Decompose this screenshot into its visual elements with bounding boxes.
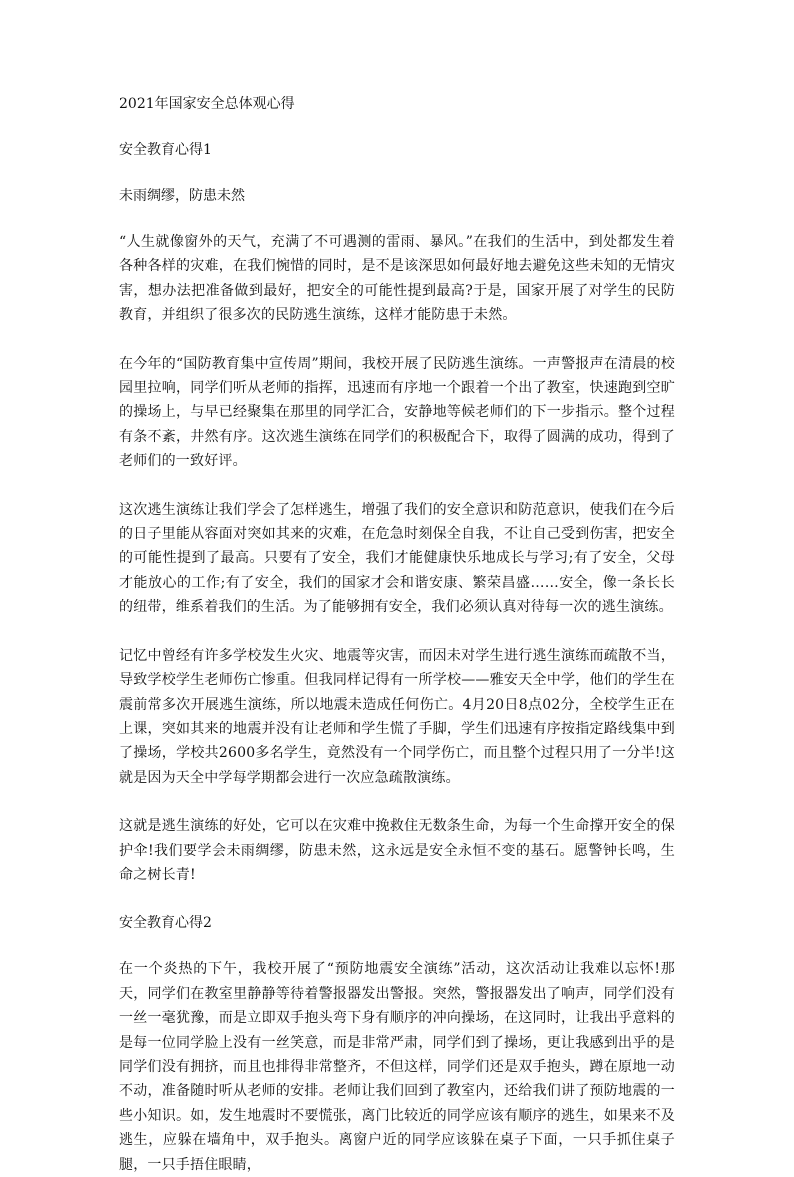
section-subtitle: 未雨绸缪，防患未然 (119, 188, 245, 204)
document-title: 2021年国家安全总体观心得 (119, 96, 295, 112)
paragraph: 这就是逃生演练的好处，它可以在灾难中挽救住无数条生命，为每一个生命撑开安全的保护伞!我们要学会未雨绸缪，防患未然，这永远是安全永恒不变的基石。愿警钟长鸣，生命之树长青! (119, 818, 675, 883)
paragraph: 在一个炎热的下午，我校开展了“预防地震安全演练”活动，这次活动让我难以忘怀!那天，同学们在教室里静静等待着警报器发出警报。突然，警报器发出了响声，同学们没有一丝一毫犹豫，而是立即双手抱头弯下身有顺序的冲向操场，在这同时，让我出乎意料的是每一位同学脸上没有一丝笑意，而是非常严肃，同学们到了操场，更让我感到出乎的是同学们没有拥挤，而且也排得非常整齐，不但这样，同学们还是双手抱头，蹲在原地一动不动，准备随时听从老师的安排。老师让我们回到了教室内，还给我们讲了预防地震的一些小知识。如，发生地震时不要慌张，离门比较近的同学应该有顺序的逃生，如果来不及逃生，应躲在墙角中，双手抱头。离窗户近的同学应该躲在桌子下面，一只手抓住桌子腿，一只手捂住眼睛， (119, 961, 675, 1173)
paragraph: 在今年的“国防教育集中宣传周”期间，我校开展了民防逃生演练。一声警报声在清晨的校园里拉响，同学们听从老师的指挥，迅速而有序地一个跟着一个出了教室，快速跑到空旷的操场上，与早已经聚集在那里的同学汇合，安静地等候老师们的下一步指示。整个过程有条不紊，井然有序。这次逃生演练在同学们的积极配合下，取得了圆满的成功，得到了老师们的一致好评。 (119, 355, 675, 470)
document-body (119, 92, 675, 1177)
section-heading-2: 安全教育心得2 (119, 915, 212, 932)
paragraph: 这次逃生演练让我们学会了怎样逃生，增强了我们的安全意识和防范意识，使我们在今后的日子里能从容面对突如其来的灾难，在危急时刻保全自我，不让自己受到伤害，把安全的可能性提到了最高。只要有了安全，我们才能健康快乐地成长与学习;有了安全，父母才能放心的工作;有了安全，我们的国家才会和谐安康、繁荣昌盛……安全，像一条长长的纽带，维系着我们的生活。为了能够拥有安全，我们必须认真对待每一次的逃生演练。 (119, 501, 675, 616)
paragraph: “人生就像窗外的天气，充满了不可遇测的雷雨、暴风。”在我们的生活中，到处都发生着各种各样的灾难，在我们惋惜的同时，是不是该深思如何最好地去避免这些未知的无情灾害，想办法把准备做到最好，把安全的可能性提到最高?于是，国家开展了对学生的民防教育，并组织了很多次的民防逃生演练，这样才能防患于未然。 (119, 234, 675, 324)
paragraph: 记忆中曾经有许多学校发生火灾、地震等灾害，而因未对学生进行逃生演练而疏散不当，导致学校学生老师伤亡惨重。但我同样记得有一所学校——雅安天全中学，他们的学生在震前常多次开展逃生演练，所以地震未造成任何伤亡。4月20日8点02分，全校学生正在上课，突如其来的地震并没有让老师和学生慌了手脚，学生们迅速有序按指定路线集中到了操场，学校共2600多名学生，竟然没有一个同学伤亡，而且整个过程只用了一分半!这就是因为天全中学每学期都会进行一次应急疏散演练。 (119, 647, 675, 786)
section-heading-1: 安全教育心得1 (119, 142, 212, 158)
